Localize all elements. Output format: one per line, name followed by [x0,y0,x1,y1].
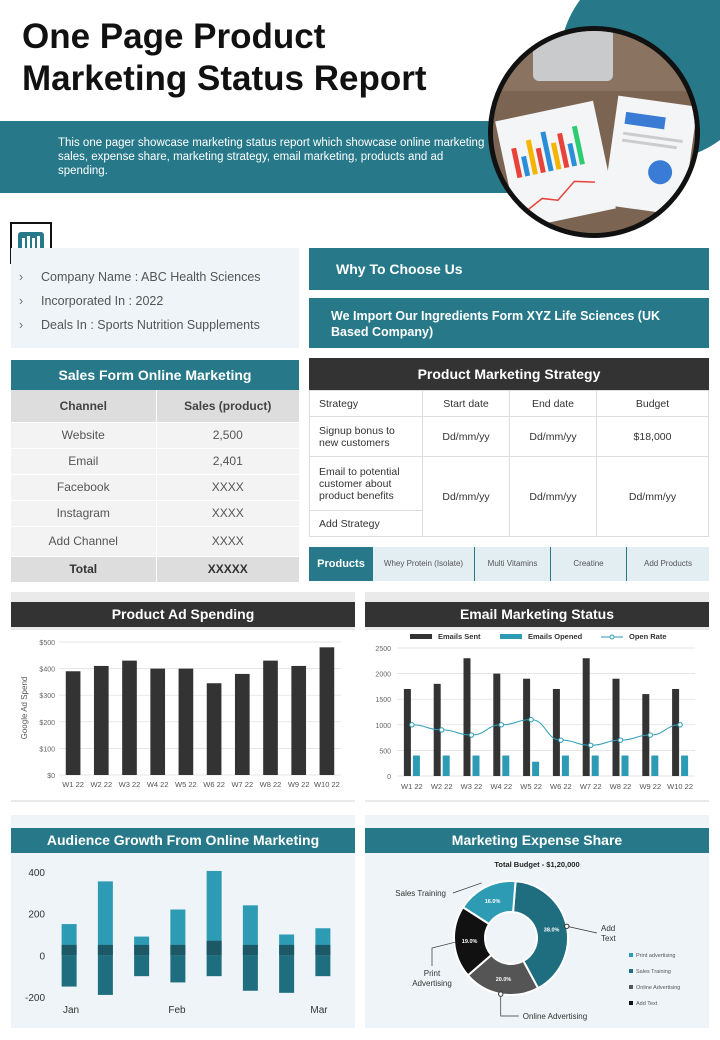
bar-decline [243,955,258,990]
bar-emails-sent [672,689,679,776]
slice-value-label: 19.0% [461,938,478,945]
bar-emails-opened [681,756,688,776]
callout-label: Advertising [412,979,452,988]
bar-decline [207,955,222,976]
bar-decline [170,955,185,982]
products-bar [309,547,709,581]
bar-emails-opened [562,756,569,776]
bar-decline [98,955,113,995]
slice-value-label: 38.0% [543,927,560,934]
bar-base [207,941,222,956]
table-row: Website 2,500 [11,422,299,448]
legend-swatch [500,634,522,639]
bar-emails-opened [651,756,658,776]
bar [263,661,278,775]
open-rate-point [678,723,682,727]
open-rate-point [499,723,503,727]
slice-value-label: 16.0% [484,898,501,905]
slice-value-label: 20.0% [495,976,512,983]
x-tick-label: W1 22 [401,782,423,791]
bar [122,661,137,775]
bar-emails-opened [413,756,420,776]
bar-emails-opened [622,756,629,776]
table-row: Add Channel XXXX [11,526,299,556]
product-item: Whey Protein (Isolate) [373,547,475,581]
x-tick-label: W7 22 [579,782,602,791]
bar-decline [62,955,77,986]
bar [291,666,306,775]
x-tick-label: W10 22 [667,782,694,791]
bar-decline [315,955,330,976]
x-tick-label: W9 22 [287,780,310,789]
y-tick-label: 0 [39,951,45,963]
legend-swatch [629,953,633,957]
legend-marker [610,635,614,639]
x-tick-label: W8 22 [259,780,282,789]
callout-line [567,926,597,933]
legend-label: Print advertising [636,953,676,959]
legend-label: Emails Opened [528,632,583,641]
bar-growth [98,881,113,955]
callout-label: Print [423,969,441,978]
product-item: Add Products [643,559,693,568]
x-tick-label: Jan [62,1005,80,1016]
bar-emails-opened [473,756,480,776]
callout-line [432,942,456,966]
legend-label: Emails Sent [438,632,481,641]
ad-spending-chart [11,630,355,800]
pie-subtitle: Total Budget - $1,20,000 [494,860,580,869]
sales-title: Sales Form Online Marketing [11,360,299,390]
bar-emails-sent [613,679,620,776]
y-tick-label: $300 [39,693,55,701]
bar-emails-opened [592,756,599,776]
open-rate-point [469,733,473,737]
bar-base [279,945,294,955]
y-tick-label: 200 [28,909,45,921]
legend-label: Online Advertising [636,985,681,991]
y-tick-label: $500 [39,640,55,647]
bar-emails-sent [523,679,530,776]
bar-decline [279,955,294,993]
bar [320,647,335,775]
header-description: This one pager showcase marketing status report which showcase online marketing sales, expense share, marketing strategy, email marketing, products and ad spending. [58,137,485,177]
x-tick-label: Feb [168,1005,186,1016]
add-strategy[interactable]: Add Strategy [310,511,423,537]
product-item: Multi Vitamins [475,547,551,581]
y-tick-label: 2500 [375,646,391,653]
bar-emails-opened [443,756,450,776]
callout-label: Text [601,934,616,943]
strategy-title: Product Marketing Strategy [309,358,709,390]
callout-label: Sales Training [395,889,446,898]
strategy-table: Strategy Start date End date Budget Signup bonus to new customers Dd/mm/yy Dd/mm/yy $18,000 Email to potential customer about product benefits Dd/mm/yy Dd/mm/yy Dd/mm/yy Add Strategy [309,390,709,537]
callout-line [501,994,519,1016]
legend-label: Open Rate [629,632,667,641]
y-tick-label: -200 [24,993,45,1004]
y-axis-label: Google Ad Spend [20,676,29,740]
bar-emails-opened [532,762,539,776]
page-title: One Page Product Marketing Status Report [22,17,427,98]
y-tick-label: 500 [379,748,391,756]
x-tick-label: W2 22 [90,780,113,789]
x-tick-label: W4 22 [490,782,513,791]
x-tick-label: W9 22 [639,782,662,791]
bar-emails-sent [464,658,471,776]
x-tick-label: W6 22 [550,782,572,791]
x-tick-label: W3 22 [118,780,141,789]
legend-swatch [629,985,633,989]
bar [207,683,222,775]
legend-swatch [410,634,432,639]
x-tick-label: W5 22 [175,780,197,789]
header-photo [488,26,700,238]
callout-dot [499,992,503,996]
open-rate-point [618,738,622,742]
open-rate-point [559,738,563,742]
callout-dot [565,924,569,928]
y-tick-label: 2000 [375,671,391,679]
table-row: Signup bonus to new customers Dd/mm/yy Dd/mm/yy $18,000 [310,417,709,457]
open-rate-point [529,717,533,721]
incorporated: › Incorporated In : 2022 [19,294,164,308]
bar [179,669,194,775]
bar [235,674,250,775]
email-chart [365,630,709,800]
why-choose-title: Why To Choose Us [309,248,709,290]
x-tick-label: W3 22 [460,782,483,791]
expense-title: Marketing Expense Share [365,828,709,853]
y-tick-label: $200 [39,719,55,727]
bar [66,671,81,775]
legend-label: Add Text [636,1001,658,1007]
bar-decline [134,955,149,976]
bar [94,666,109,775]
table-row: Email to potential customer about product benefits Dd/mm/yy Dd/mm/yy Dd/mm/yy [310,457,709,511]
company-name: › Company Name : ABC Health Sciences [19,270,261,284]
x-tick-label: W8 22 [609,782,632,791]
expense-chart [365,855,709,1025]
sales-header-value: Sales (product) [156,390,299,422]
bar-emails-sent [553,689,560,776]
audience-chart [11,855,355,1025]
bar-base [243,945,258,955]
ad-spending-title: Product Ad Spending [11,602,355,627]
legend-swatch [629,1001,633,1005]
x-tick-label: W10 22 [313,780,340,789]
email-title: Email Marketing Status [365,602,709,627]
y-tick-label: 1500 [375,697,391,705]
y-tick-label: $100 [39,746,55,754]
product-item: Creatine [551,547,627,581]
x-tick-label: W2 22 [430,782,453,791]
bar-base [170,945,185,955]
sales-table [11,390,299,583]
bar [150,669,165,775]
why-choose-text: We Import Our Ingredients Form XYZ Life Sciences (UK Based Company) [309,298,709,348]
x-tick-label: W7 22 [231,780,254,789]
bar-emails-sent [404,689,411,776]
x-tick-label: W6 22 [203,780,225,789]
legend-label: Sales Training [636,969,671,975]
products-label: Products [309,547,373,581]
audience-title: Audience Growth From Online Marketing [11,828,355,853]
callout-label: Add [601,924,616,933]
open-rate-point [440,728,444,732]
open-rate-point [589,743,593,747]
x-tick-label: W5 22 [520,782,542,791]
bar-emails-sent [583,658,590,776]
callout-label: Online Advertising [522,1012,588,1021]
sales-header-channel: Channel [11,390,156,422]
y-tick-label: 1000 [375,722,391,730]
table-row: Facebook XXXX [11,474,299,500]
company-info-box [11,248,299,348]
table-row: Email 2,401 [11,448,299,474]
y-tick-label: $0 [47,773,55,780]
bar-emails-opened [502,756,509,776]
y-tick-label: 0 [387,774,391,781]
deals-in: › Deals In : Sports Nutrition Supplements [19,318,260,332]
bar-base [98,945,113,955]
table-row: Instagram XXXX [11,500,299,526]
open-rate-point [648,733,652,737]
y-tick-label: $400 [39,666,55,674]
bar-base [134,945,149,955]
open-rate-point [410,723,414,727]
x-tick-label: Mar [310,1005,328,1016]
legend-swatch [629,969,633,973]
x-tick-label: W4 22 [146,780,169,789]
x-tick-label: W1 22 [62,780,84,789]
bar-base [62,945,77,955]
sales-total-row: Total XXXXX [11,556,299,582]
bar-base [315,945,330,955]
y-tick-label: 400 [28,868,45,879]
